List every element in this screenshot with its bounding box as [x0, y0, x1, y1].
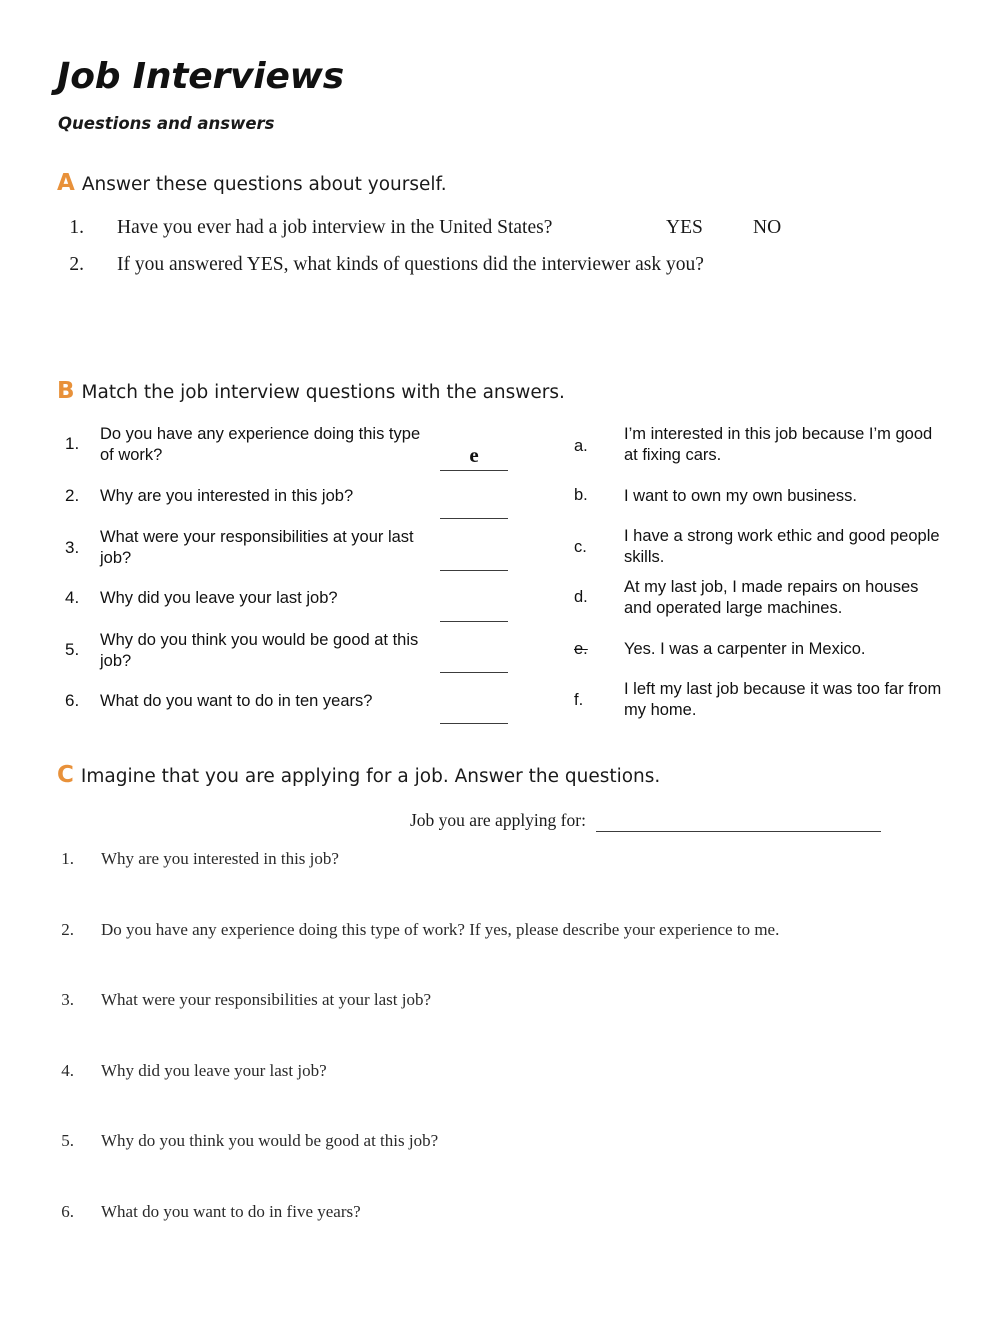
section-b-answer-d-text: At my last job, I made repairs on houses and operated large machines.: [624, 578, 919, 617]
section-c-header: [57, 762, 660, 788]
section-b-question-2-text: Why are you interested in this job?: [100, 487, 354, 505]
section-b-question-5-text: Why do you think you would be good at this job?: [100, 631, 419, 670]
section-b-blank-1-value[interactable]: e: [469, 443, 479, 467]
section-b-question-1-number: 1.: [65, 434, 80, 453]
section-a-item-2-text: If you answered YES, what kinds of questions did the interviewer ask you?: [117, 254, 704, 275]
section-b-question-2-number: 2.: [65, 486, 80, 505]
section-b-header: [57, 378, 565, 404]
section-b-answer-f-letter: f.: [574, 691, 584, 709]
section-b-blank-5-line[interactable]: [440, 672, 508, 673]
section-b-answer-a-letter: a.: [574, 437, 588, 455]
section-a-item-1-text: Have you ever had a job interview in the United States?: [117, 217, 553, 238]
section-b-question-4-text: Why did you leave your last job?: [100, 589, 338, 607]
section-b-question-5-number: 5.: [65, 640, 80, 659]
section-b-answer-c-text: I have a strong work ethic and good people skills.: [624, 527, 940, 566]
section-c-letter: C: [57, 762, 74, 788]
section-b-blank-1-line[interactable]: [440, 470, 508, 471]
section-b-answer-c-letter: c.: [574, 538, 587, 556]
section-b-answer-b-text: I want to own my own business.: [624, 487, 857, 505]
job-applying-for-input[interactable]: [596, 831, 881, 832]
section-c-item-5-text: Why do you think you would be good at this job?: [101, 1131, 439, 1150]
section-a-item-2-number: 2.: [69, 254, 84, 275]
section-b-question-6-text: What do you want to do in ten years?: [100, 692, 373, 710]
section-c-item-2-number: 2.: [61, 920, 74, 939]
section-c-item-4-text: Why did you leave your last job?: [101, 1061, 327, 1080]
section-a-letter: A: [57, 170, 75, 196]
section-a-item-1-no-option[interactable]: NO: [753, 217, 782, 238]
section-b-answer-f-text: I left my last job because it was too far from my home.: [624, 680, 942, 719]
section-b-question-1-text: Do you have any experience doing this type of work?: [100, 425, 421, 464]
section-b-answer-e-text: Yes. I was a carpenter in Mexico.: [624, 640, 866, 658]
section-b-instruction: Match the job interview questions with the answers.: [81, 382, 565, 403]
section-b-question-3-text: What were your responsibilities at your last job?: [100, 528, 414, 567]
section-c-item-1-text: Why are you interested in this job?: [101, 849, 339, 868]
job-applying-for-label: Job you are applying for:: [410, 810, 586, 830]
section-c-item-6-number: 6.: [61, 1202, 74, 1221]
page-title: Job Interviews: [57, 56, 344, 97]
section-c-instruction: Imagine that you are applying for a job. Answer the questions.: [80, 766, 661, 787]
section-b-blank-2-line[interactable]: [440, 518, 508, 519]
section-a-item-1-number: 1.: [69, 217, 84, 238]
section-b-letter: B: [57, 378, 75, 404]
section-a-item-1-yes-option[interactable]: YES: [666, 217, 703, 238]
section-a-instruction: Answer these questions about yourself.: [81, 174, 447, 195]
section-c-item-5-number: 5.: [61, 1131, 74, 1150]
section-a-header: [57, 170, 447, 196]
section-b-answer-d-letter: d.: [574, 588, 588, 606]
section-b-answer-a-text: I’m interested in this job because I’m good at fixing cars.: [624, 425, 933, 464]
section-c-item-1-number: 1.: [61, 849, 74, 868]
section-b-question-6-number: 6.: [65, 691, 80, 710]
section-b-blank-3-line[interactable]: [440, 570, 508, 571]
section-b-answer-b-letter: b.: [574, 486, 588, 504]
section-b-question-4-number: 4.: [65, 588, 80, 607]
section-b-blank-6-line[interactable]: [440, 723, 508, 724]
section-c-item-3-text: What were your responsibilities at your last job?: [101, 990, 431, 1009]
section-c-item-3-number: 3.: [61, 990, 74, 1009]
section-c-item-2-text: Do you have any experience doing this type of work? If yes, please describe your experience to me.: [101, 920, 780, 939]
section-c-item-6-text: What do you want to do in five years?: [101, 1202, 361, 1221]
section-b-answer-e-letter: e.: [574, 640, 588, 658]
section-b-blank-4-line[interactable]: [440, 621, 508, 622]
section-c-item-4-number: 4.: [61, 1061, 74, 1080]
page-subtitle: Questions and answers: [58, 114, 275, 133]
section-b-question-3-number: 3.: [65, 538, 80, 557]
